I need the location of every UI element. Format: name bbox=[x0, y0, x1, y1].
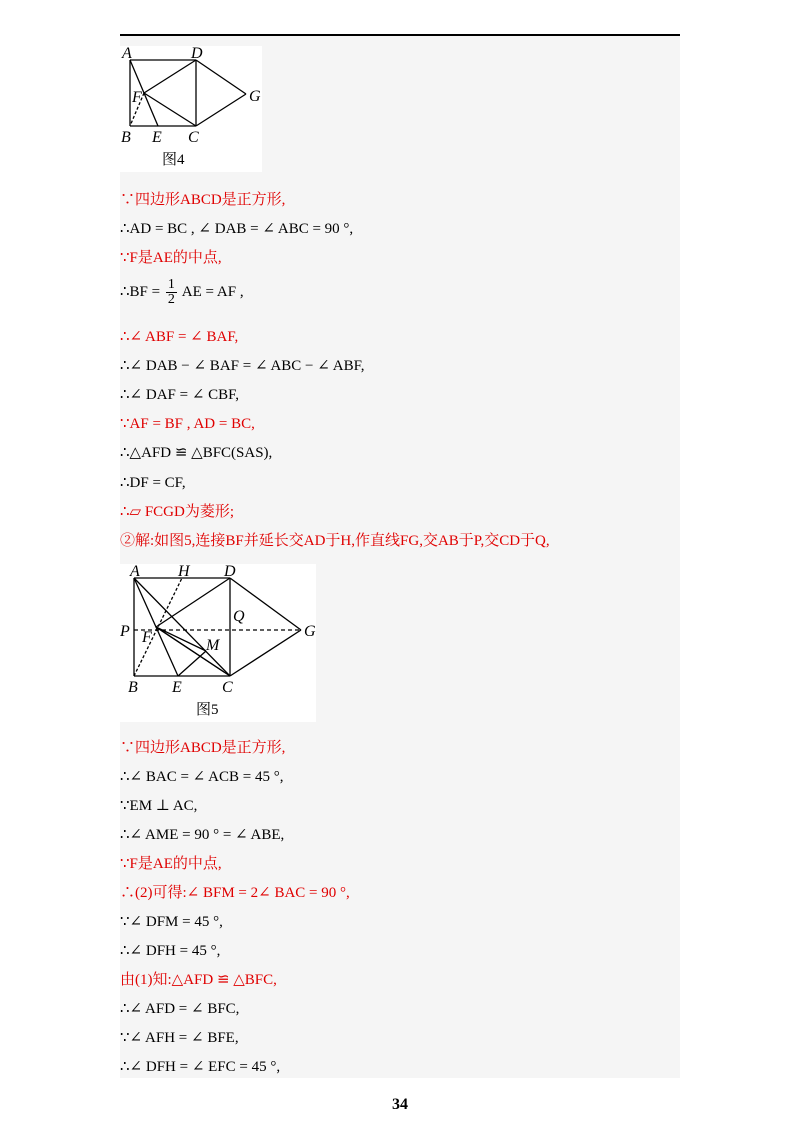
line-01: ∵四边形ABCD是正方形, bbox=[120, 192, 286, 208]
fig5-caption: 图5 bbox=[196, 702, 219, 718]
line-11: ∴▱ FCGD为菱形; bbox=[120, 504, 235, 520]
line-21: 由(1)知:△AFD ≌ △BFC, bbox=[120, 972, 277, 988]
line-22: ∴∠ AFD = ∠ BFC, bbox=[120, 1001, 240, 1017]
line-15: ∵EM ⊥ AC, bbox=[120, 798, 198, 814]
line-18: ∴(2)可得:∠ BFM = 2∠ BAC = 90 °, bbox=[120, 885, 350, 901]
line-14: ∴∠ BAC = ∠ ACB = 45 °, bbox=[120, 769, 284, 785]
fraction-numerator: 1 bbox=[167, 277, 175, 292]
line-04-start: ∴BF = bbox=[120, 283, 164, 300]
line-08: ∵AF = BF , AD = BC, bbox=[120, 416, 255, 432]
line-09: ∴△AFD ≌ △BFC(SAS), bbox=[120, 445, 273, 461]
line-16: ∴∠ AME = 90 ° = ∠ ABE, bbox=[120, 827, 285, 843]
fig4-label-f: F bbox=[132, 89, 142, 106]
line-19: ∵∠ DFM = 45 °, bbox=[120, 914, 223, 930]
line-03: ∵F是AE的中点, bbox=[120, 250, 222, 266]
line-04-end: AE = AF , bbox=[181, 283, 244, 300]
fig4-label-g: G bbox=[249, 88, 261, 105]
line-20: ∴∠ DFH = 45 °, bbox=[120, 943, 221, 959]
fig4-label-d: D bbox=[191, 46, 203, 62]
line-13: ∵四边形ABCD是正方形, bbox=[120, 740, 286, 756]
fig5-label-c: C bbox=[222, 679, 233, 696]
fig5-label-b: B bbox=[128, 679, 138, 696]
figure-4 bbox=[120, 46, 262, 172]
fig5-label-d: D bbox=[224, 564, 236, 580]
figure-4-diagram bbox=[120, 46, 262, 172]
fig4-label-b: B bbox=[121, 129, 131, 146]
line-23: ∵∠ AFH = ∠ BFE, bbox=[120, 1030, 239, 1046]
line-10: ∴DF = CF, bbox=[120, 475, 186, 491]
fig5-label-e: E bbox=[172, 679, 182, 696]
page-content bbox=[120, 36, 680, 1078]
line-24: ∴∠ DFH = ∠ EFC = 45 °, bbox=[120, 1059, 281, 1075]
line-05: ∴∠ ABF = ∠ BAF, bbox=[120, 329, 239, 345]
fig5-label-f: F bbox=[142, 629, 152, 646]
fig5-label-h: H bbox=[178, 564, 190, 580]
line-04 bbox=[120, 278, 244, 307]
line-12: ②解:如图5,连接BF并延长交AD于H,作直线FG,交AB于P,交CD于Q, bbox=[120, 533, 550, 549]
fraction-denominator: 2 bbox=[167, 292, 175, 307]
line-06: ∴∠ DAB − ∠ BAF = ∠ ABC − ∠ ABF, bbox=[120, 358, 365, 374]
page-number: 34 bbox=[392, 1096, 408, 1113]
fig5-label-m: M bbox=[206, 637, 220, 654]
fig5-label-q: Q bbox=[233, 608, 245, 625]
fig5-label-g: G bbox=[304, 623, 316, 640]
fraction-one-half bbox=[166, 278, 177, 307]
line-07: ∴∠ DAF = ∠ CBF, bbox=[120, 387, 240, 403]
figure-5-diagram bbox=[120, 564, 316, 722]
fig4-label-e: E bbox=[152, 129, 162, 146]
figure-5 bbox=[120, 564, 316, 722]
fig4-label-a: A bbox=[122, 46, 132, 62]
fig5-label-a: A bbox=[130, 564, 140, 580]
line-17: ∵F是AE的中点, bbox=[120, 856, 222, 872]
line-02: ∴AD = BC , ∠ DAB = ∠ ABC = 90 °, bbox=[120, 221, 354, 237]
fig4-label-c: C bbox=[188, 129, 199, 146]
fig4-caption: 图4 bbox=[162, 152, 185, 168]
fig5-label-p: P bbox=[120, 623, 130, 640]
